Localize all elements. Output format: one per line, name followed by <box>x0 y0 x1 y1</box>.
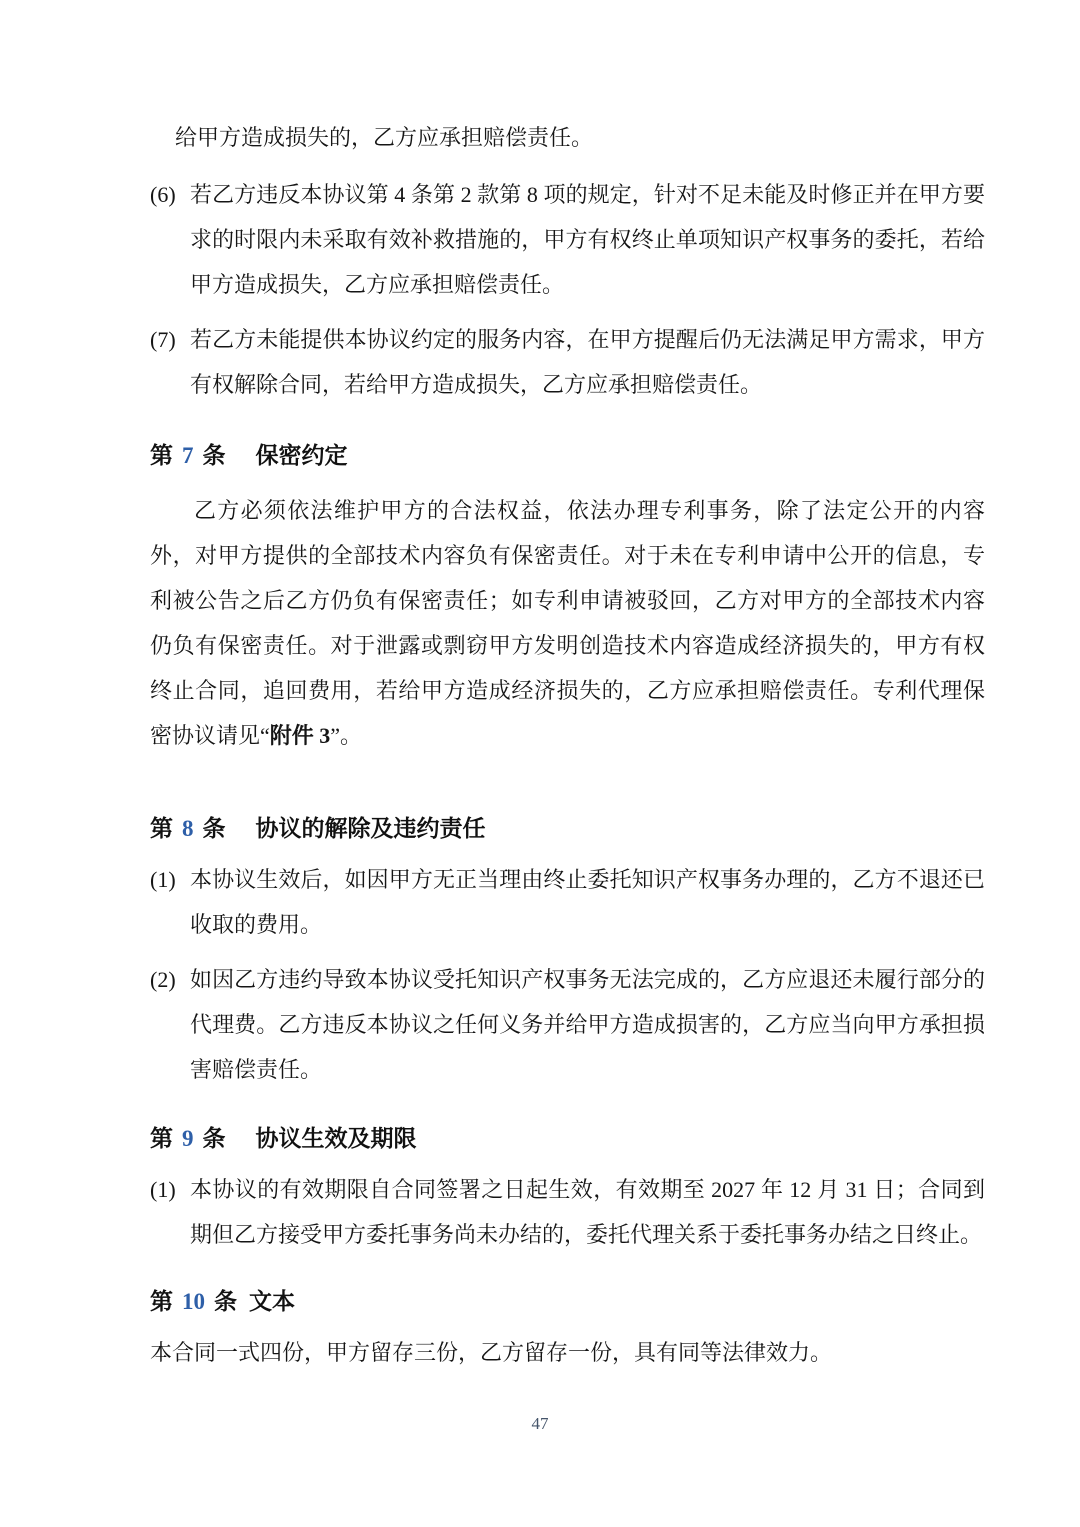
clause-8-item-1 <box>150 857 985 947</box>
clause-7-heading <box>150 437 985 474</box>
list-item-6-text: 若乙方违反本协议第 4 条第 2 款第 8 项的规定，针对不足未能及时修正并在甲方要求的时限内未采取有效补救措施的，甲方有权终止单项知识产权事务的委托，若给甲方造成损失，乙方应承担赔偿责任。 <box>190 182 985 297</box>
clause-8-title: 协议的解除及违约责任 <box>255 815 486 841</box>
clause-8-heading <box>150 810 985 847</box>
clause-10-number: 10 <box>182 1289 205 1314</box>
clause-7-body-text: 乙方必须依法维护甲方的合法权益，依法办理专利事务，除了法定公开的内容外，对甲方提供的全部技术内容负有保密责任。对于未在专利申请中公开的信息，专利被公告之后乙方仍负有保密责任；如专利申请被驳回，乙方对甲方的全部技术内容仍负有保密责任。对于泄露或剽窃甲方发明创造技术内容造成经济损失的，甲方有权终止合同，追回费用，若给甲方造成经济损失的，乙方应承担赔偿责任。专利代理保密协议请见“ <box>150 498 985 748</box>
list-item-7-marker: (7) <box>150 327 176 352</box>
clause-10-body: 本合同一式四份，甲方留存三份，乙方留存一份，具有同等法律效力。 <box>150 1340 833 1365</box>
clause-8-item-1-marker: (1) <box>150 867 176 892</box>
list-item-7 <box>150 317 985 407</box>
list-item-7-text: 若乙方未能提供本协议约定的服务内容，在甲方提醒后仍无法满足甲方需求，甲方有权解除合同，若给甲方造成损失，乙方应承担赔偿责任。 <box>190 327 985 397</box>
clause-9-item-1 <box>150 1167 985 1257</box>
clause-10-prefix: 第 <box>150 1288 173 1314</box>
clause-7-number: 7 <box>182 443 194 468</box>
clause-8-item-1-text: 本协议生效后，如因甲方无正当理由终止委托知识产权事务办理的，乙方不退还已收取的费用。 <box>190 867 985 937</box>
clause-8-suffix: 条 <box>202 815 226 841</box>
clause-9-item-1-text: 本协议的有效期限自合同签署之日起生效，有效期至 2027 年 12 月 31 日；合同到期但乙方接受甲方委托事务尚未办结的，委托代理关系于委托事务办结之日终止。 <box>190 1177 985 1247</box>
clause-9-title: 协议生效及期限 <box>255 1125 417 1151</box>
clause-10-heading <box>150 1283 985 1320</box>
page-number: 47 <box>531 1414 549 1433</box>
clause-9-suffix: 条 <box>202 1125 226 1151</box>
clause-7-body-end: ”。 <box>330 723 363 748</box>
clause-8-item-2-text: 如因乙方违约导致本协议受托知识产权事务无法完成的，乙方应退还未履行部分的代理费。乙方违反本协议之任何义务并给甲方造成损害的，乙方应当向甲方承担损害赔偿责任。 <box>190 967 985 1082</box>
clause-9-prefix: 第 <box>150 1125 173 1151</box>
clause-9-number: 9 <box>182 1126 194 1151</box>
clause-8-prefix: 第 <box>150 815 173 841</box>
clause-8-item-2-marker: (2) <box>150 967 176 992</box>
list-item-6 <box>150 172 985 307</box>
clause-7-body <box>150 488 985 758</box>
clause-7-title: 保密约定 <box>255 442 348 468</box>
clause-7-prefix: 第 <box>150 442 173 468</box>
clause-8-number: 8 <box>182 816 194 841</box>
clause-10-suffix: 条 <box>214 1288 237 1314</box>
list-item-6-marker: (6) <box>150 182 176 207</box>
paragraph-continuation: 给甲方造成损失的，乙方应承担赔偿责任。 <box>175 125 594 150</box>
clause-9-heading <box>150 1120 985 1157</box>
clause-7-attachment-ref: 附件 3 <box>269 723 331 748</box>
clause-8-item-2 <box>150 957 985 1092</box>
clause-7-suffix: 条 <box>202 442 226 468</box>
clause-10-title: 文本 <box>249 1288 295 1314</box>
clause-9-item-1-marker: (1) <box>150 1177 176 1202</box>
